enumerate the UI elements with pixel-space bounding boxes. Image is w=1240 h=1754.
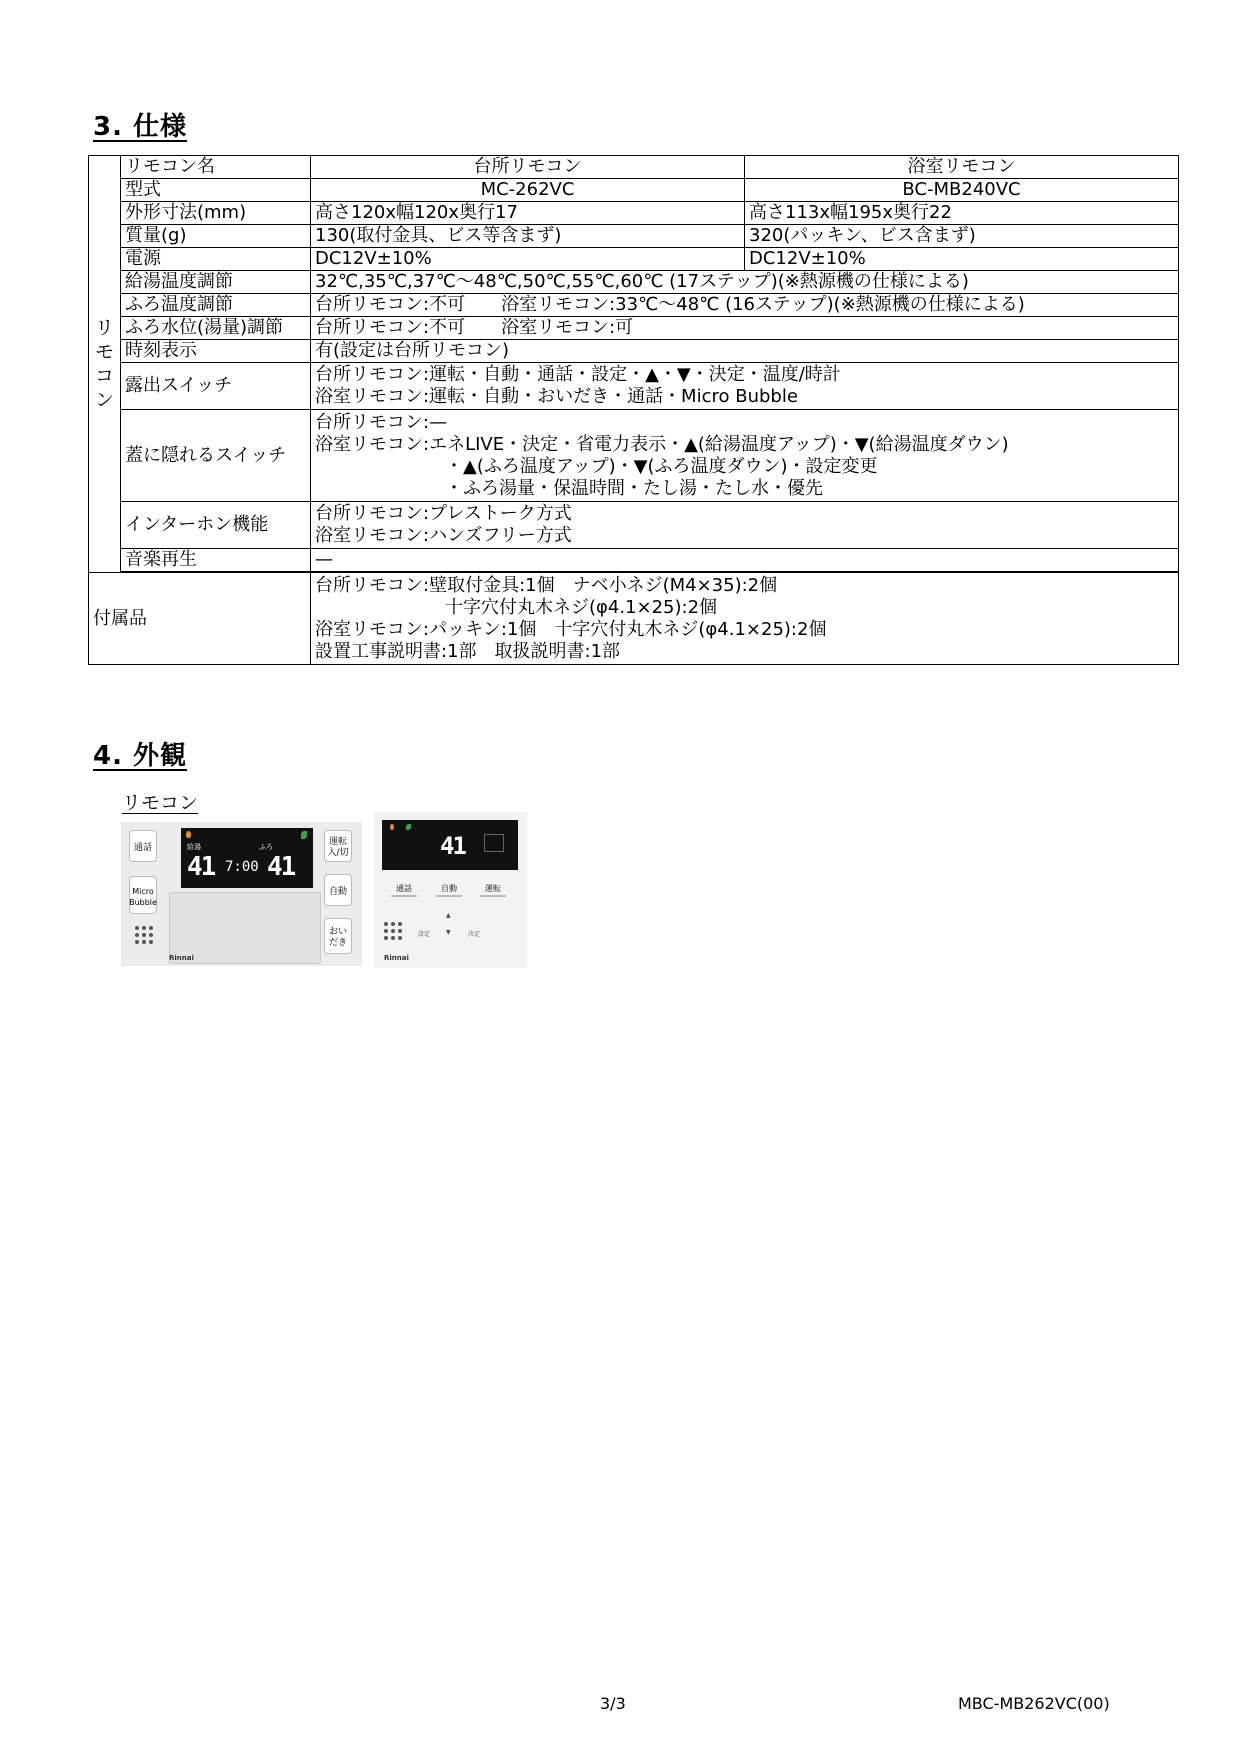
hidden-switch-value xyxy=(311,410,1179,502)
row-label-hot-water-temp: 給湯温度調節 xyxy=(121,271,311,294)
kitchen-auto-button: 自動 xyxy=(324,874,352,906)
accessories-bath: 浴室リモコン:パッキン:1個 十字穴付丸木ネジ(φ4.1×25):2個 xyxy=(315,618,827,640)
mass-bath: 320(パッキン、ビス含まず) xyxy=(745,225,1179,248)
remote-side-label: リ モ コ ン xyxy=(89,156,121,573)
power-bath: DC12V±10% xyxy=(745,248,1179,271)
header-bath: 浴室リモコン xyxy=(745,156,1179,179)
row-label-music: 音楽再生 xyxy=(121,549,311,572)
lcd-temp-bath: 41 xyxy=(267,852,295,882)
intercom-value xyxy=(311,502,1179,549)
spec-table xyxy=(88,155,1179,665)
hidden-switch-bath-2: ・▲(ふろ温度アップ)・▼(ふろ温度ダウン)・設定変更 xyxy=(445,455,878,477)
bath-down-arrow-icon: ▼ xyxy=(446,929,451,936)
row-label-bath-temp: ふろ温度調節 xyxy=(121,294,311,317)
page-number: 3/3 xyxy=(600,1694,626,1713)
hidden-switch-bath: 浴室リモコン:エネLIVE・決定・省電力表示・▲(給湯温度アップ)・▼(給湯温度ダウン) xyxy=(315,433,1009,455)
kitchen-reheat-button: おい だき xyxy=(324,918,352,954)
row-label-hidden-switch: 蓋に隠れるスイッチ xyxy=(121,410,311,502)
bath-remote-photo xyxy=(374,812,527,968)
document-code: MBC-MB262VC(00) xyxy=(958,1694,1110,1713)
kitchen-micro-bubble-button: Micro Bubble xyxy=(129,876,157,914)
flame-icon xyxy=(390,824,394,830)
header-kitchen: 台所リモコン xyxy=(311,156,745,179)
exposed-switch-kitchen: 台所リモコン:運転・自動・通話・設定・▲・▼・決定・温度/時計 xyxy=(315,364,841,385)
bath-level-value: 台所リモコン:不可 浴室リモコン:可 xyxy=(311,317,1179,340)
bath-settings-button: 設定 xyxy=(418,931,431,938)
hidden-switch-kitchen: 台所リモコン:— xyxy=(315,411,448,433)
kitchen-lcd xyxy=(181,828,313,888)
model-bath: BC-MB240VC xyxy=(745,179,1179,202)
size-bath: 高さ113x幅195x奥行22 xyxy=(745,202,1179,225)
lcd-time: 7:00 xyxy=(225,859,259,875)
accessories-manuals: 設置工事説明書:1部 取扱説明書:1部 xyxy=(315,640,621,662)
row-label-mass: 質量(g) xyxy=(121,225,311,248)
bath-lcd xyxy=(382,820,518,870)
flame-icon xyxy=(186,831,191,838)
section-4-title: 4. 外観 xyxy=(93,741,188,771)
row-label-power: 電源 xyxy=(121,248,311,271)
exposed-switch-bath: 浴室リモコン:運転・自動・おいだき・通話・Micro Bubble xyxy=(315,386,798,407)
eco-leaf-icon xyxy=(406,824,411,830)
exposed-switch-value xyxy=(311,363,1179,410)
lcd-label-hot-water: 給湯 xyxy=(187,843,201,851)
kitchen-run-button: 運転 入/切 xyxy=(324,830,352,862)
row-label-accessories: 付属品 xyxy=(89,573,311,665)
row-label-exposed-switch: 露出スイッチ xyxy=(121,363,311,410)
accessories-kitchen-2: 十字穴付丸木ネジ(φ4.1×25):2個 xyxy=(445,596,718,618)
row-label-model: 型式 xyxy=(121,179,311,202)
eco-leaf-icon xyxy=(301,831,307,839)
bath-lcd-indicator-icon xyxy=(484,834,504,852)
row-label-bath-level: ふろ水位(湯量)調節 xyxy=(121,317,311,340)
bath-brand-logo: Rinnai xyxy=(384,954,409,962)
bath-auto-button: 自動 xyxy=(434,884,464,897)
bath-talk-button: 通話 xyxy=(389,884,419,897)
row-label-size: 外形寸法(mm) xyxy=(121,202,311,225)
row-label-clock: 時刻表示 xyxy=(121,340,311,363)
row-label-remote-name: リモコン名 xyxy=(121,156,311,179)
kitchen-remote-photo xyxy=(121,822,362,966)
section-3-title: 3. 仕様 xyxy=(93,112,188,142)
bath-lcd-temp: 41 xyxy=(440,832,465,860)
power-kitchen: DC12V±10% xyxy=(311,248,745,271)
bath-confirm-button: 決定 xyxy=(468,931,481,938)
music-value: — xyxy=(311,549,1179,572)
bath-up-arrow-icon: ▲ xyxy=(446,912,451,919)
bath-run-button: 運転 xyxy=(478,884,508,897)
speaker-grille xyxy=(135,926,153,944)
kitchen-talk-button: 通話 xyxy=(129,830,157,862)
size-kitchen: 高さ120x幅120x奥行17 xyxy=(311,202,745,225)
remote-subtitle: リモコン xyxy=(122,792,199,814)
kitchen-brand-logo: Rinnai xyxy=(169,954,194,962)
lcd-temp-hot-water: 41 xyxy=(187,852,215,882)
accessories-value xyxy=(311,573,1179,665)
hidden-switch-bath-3: ・ふろ湯量・保温時間・たし湯・たし水・優先 xyxy=(445,477,823,499)
intercom-bath: 浴室リモコン:ハンズフリー方式 xyxy=(315,525,572,546)
clock-value: 有(設定は台所リモコン) xyxy=(311,340,1179,363)
row-label-intercom: インターホン機能 xyxy=(121,502,311,549)
hot-water-temp-value: 32℃,35℃,37℃～48℃,50℃,55℃,60℃ (17ステップ)(※熱源機の仕様による) xyxy=(311,271,1179,294)
intercom-kitchen: 台所リモコン:プレストーク方式 xyxy=(315,503,572,524)
bath-temp-value: 台所リモコン:不可 浴室リモコン:33℃～48℃ (16ステップ)(※熱源機の仕様による) xyxy=(311,294,1179,317)
model-kitchen: MC-262VC xyxy=(311,179,745,202)
lcd-label-bath: ふろ xyxy=(259,843,273,851)
bath-speaker-grille xyxy=(384,922,402,940)
mass-kitchen: 130(取付金具、ビス等含まず) xyxy=(311,225,745,248)
accessories-kitchen: 台所リモコン:壁取付金具:1個 ナベ小ネジ(M4×35):2個 xyxy=(315,574,778,596)
